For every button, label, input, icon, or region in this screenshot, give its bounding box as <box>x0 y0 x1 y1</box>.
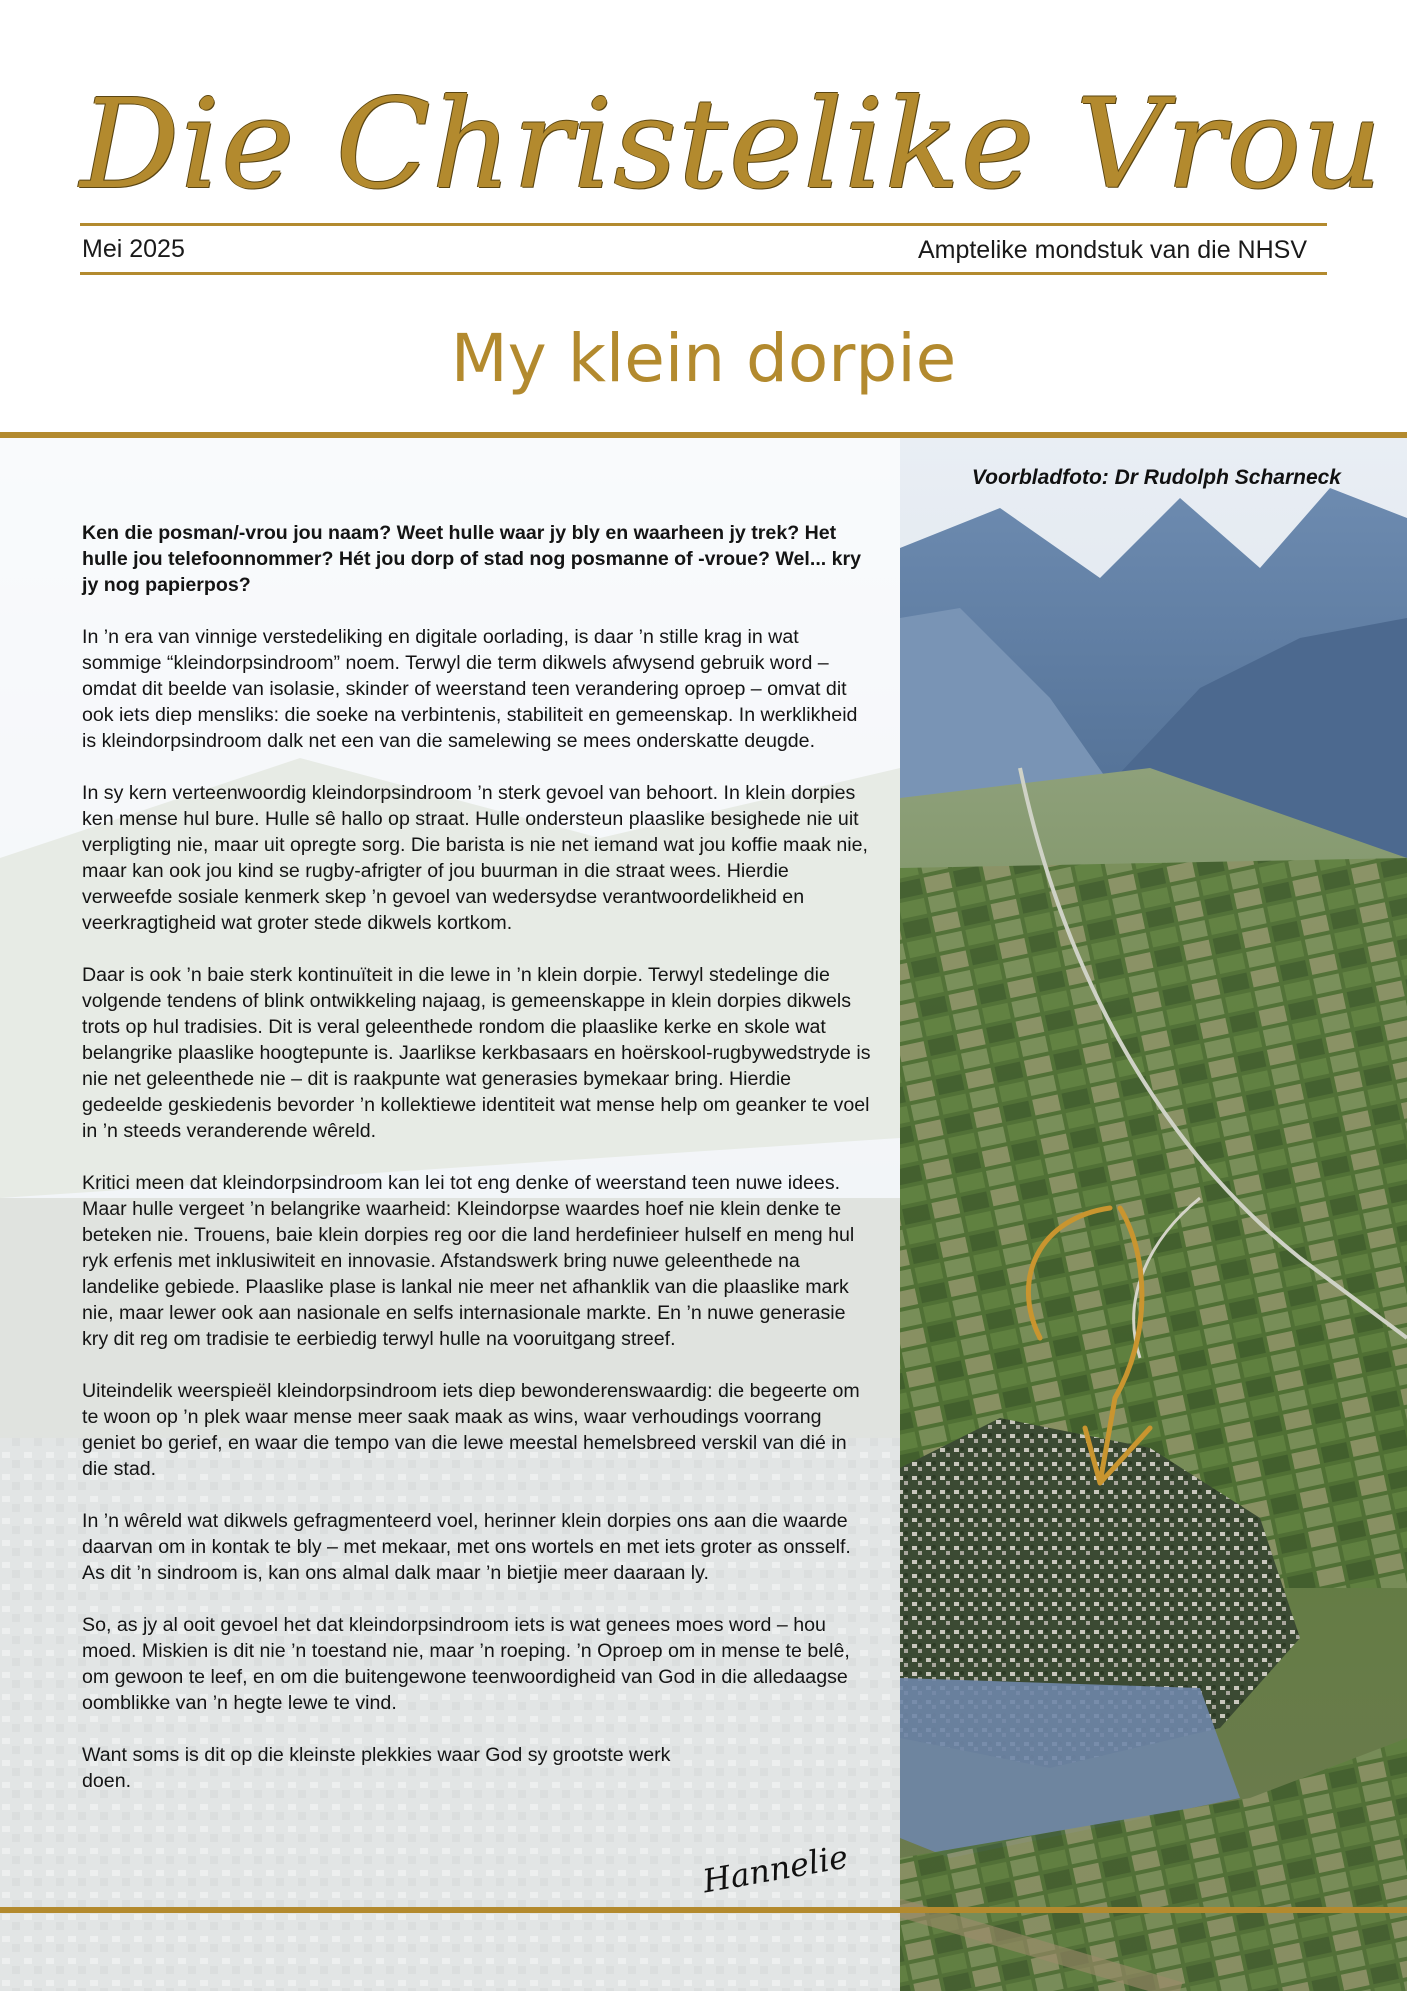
article-closing: Want soms is dit op die kleinste plekkies waar God sy grootste werk doen. <box>82 1744 671 1792</box>
masthead-title: Die Christelike Vrou <box>80 73 1383 217</box>
article-paragraph: In sy kern verteenwoordig kleindorpsindroom ’n sterk gevoel van behoort. In klein dorpies ken mense hul bure. Hulle sê hallo op straat. Hulle ondersteun plaaslike besighede nie uit verpligting nie, maar uit opregte sorg. Die barista is nie net iemand wat jou koffie maak nie, maar kan ook jou kind se rugby-afrigter of jou buurman in die straat wees. Hierdie verweefde sosiale kenmerk skep ’n gevoel van wedersydse verantwoordelikheid en veerkragtigheid wat groter stede dikwels kortkom. <box>82 782 868 934</box>
masthead <box>80 70 1383 230</box>
article-body <box>82 520 872 1820</box>
article-paragraph: In ’n wêreld wat dikwels gefragmenteerd voel, herinner klein dorpies ons aan die waarde daarvan om in kontak te bly – met mekaar, met ons wortels en met iets groter as onsself. As dit ’n sindroom is, kan ons almal dalk maar ’n bietjie meer daaraan ly. <box>82 1510 851 1584</box>
photo-band-bottom <box>0 1907 1407 1913</box>
article-headline: My klein dorpie <box>450 320 957 397</box>
masthead-rule-bottom <box>80 272 1327 275</box>
article-paragraph: Uiteindelik weerspieël kleindorpsindroom iets diep bewonderenswaardig: die begeerte om te woon op ’n plek waar mense meer saak maak as wins, waar verhoudings voorrang geniet bo gerief, en waar die tempo van die lewe meestal hemelsbreed verskil van dié in die stad. <box>82 1380 860 1480</box>
article-lead: Ken die posman/-vrou jou naam? Weet hulle waar jy bly en waarheen jy trek? Het hulle jou telefoonnommer? Hét jou dorp of stad nog posmanne of -vroue? Wel... kry jy nog papierpos? <box>82 522 862 596</box>
article-paragraph: Kritici meen dat kleindorpsindroom kan lei tot eng denke of weerstand teen nuwe idees. Maar hulle vergeet ’n belangrike waarheid: Kleindorpse waardes hoef nie klein denke te beteken nie. Trouens, baie klein dorpies reg oor die land herdefinieer hulself en meng hul ryk erfenis met inklusiwiteit en innovasie. Afstandswerk bring nuwe geleenthede na landelike gebiede. Plaaslike plase is lankal nie meer net afhanklik van die plaaslike mark nie, maar lewer ook aan nasionale en selfs internasionale markte. En ’n nuwe generasie kry dit reg om tradisie te eerbiedig terwyl hulle na vooruitgang streef. <box>82 1172 855 1350</box>
issue-date: Mei 2025 <box>82 235 185 263</box>
article-paragraph: Daar is ook ’n baie sterk kontinuïteit in die lewe in ’n klein dorpie. Terwyl stedelinge die volgende tendens of blink ontwikkeling najaag, is gemeenskappe in klein dorpies dikwels trots op hul tradisies. Dit is veral geleenthede rondom die plaaslike kerke en skole wat belangrike plaaslike hoogtepunte is. Jaarlikse kerkbasaars en hoërskool-rugbywedstryde is nie net geleenthede nie – dit is raakpunte wat generasies bymekaar bring. Hierdie gedeelde geskiedenis bevorder ’n kollektiewe identiteit wat mense help om geanker te voel in ’n steeds veranderende wêreld. <box>82 964 871 1142</box>
masthead-rule-top <box>80 223 1327 226</box>
publication-subtitle: Amptelike mondstuk van die NHSV <box>917 236 1307 264</box>
article-paragraph: So, as jy al ooit gevoel het dat kleindorpsindroom iets is wat genees moes word – hou moed. Miskien is dit nie ’n toestand nie, maar ’n roeping. ’n Oproep om in mense te belê, om gewoon te leef, en om die buitengewone teenwoordigheid van God in die alledaagse oomblikke van ’n hegte lewe te vind. <box>82 1614 850 1714</box>
photo-credit: Voorbladfoto: Dr Rudolph Scharneck <box>971 466 1341 489</box>
article-paragraph: In ’n era van vinnige verstedeliking en digitale oorlading, is daar ’n stille krag in wat sommige “kleindorpsindroom” noem. Terwyl die term dikwels afwysend gebruik word – omdat dit beelde van isolasie, skinder of weerstand teen verandering oproep – omvat dit ook iets diep mensliks: die soeke na verbintenis, stabiliteit en gemeenskap. In werklikheid is kleindorpsindroom dalk net een van die samelewing se mees onderskatte deugde. <box>82 626 858 752</box>
author-signature: Hannelie <box>699 1837 851 1901</box>
